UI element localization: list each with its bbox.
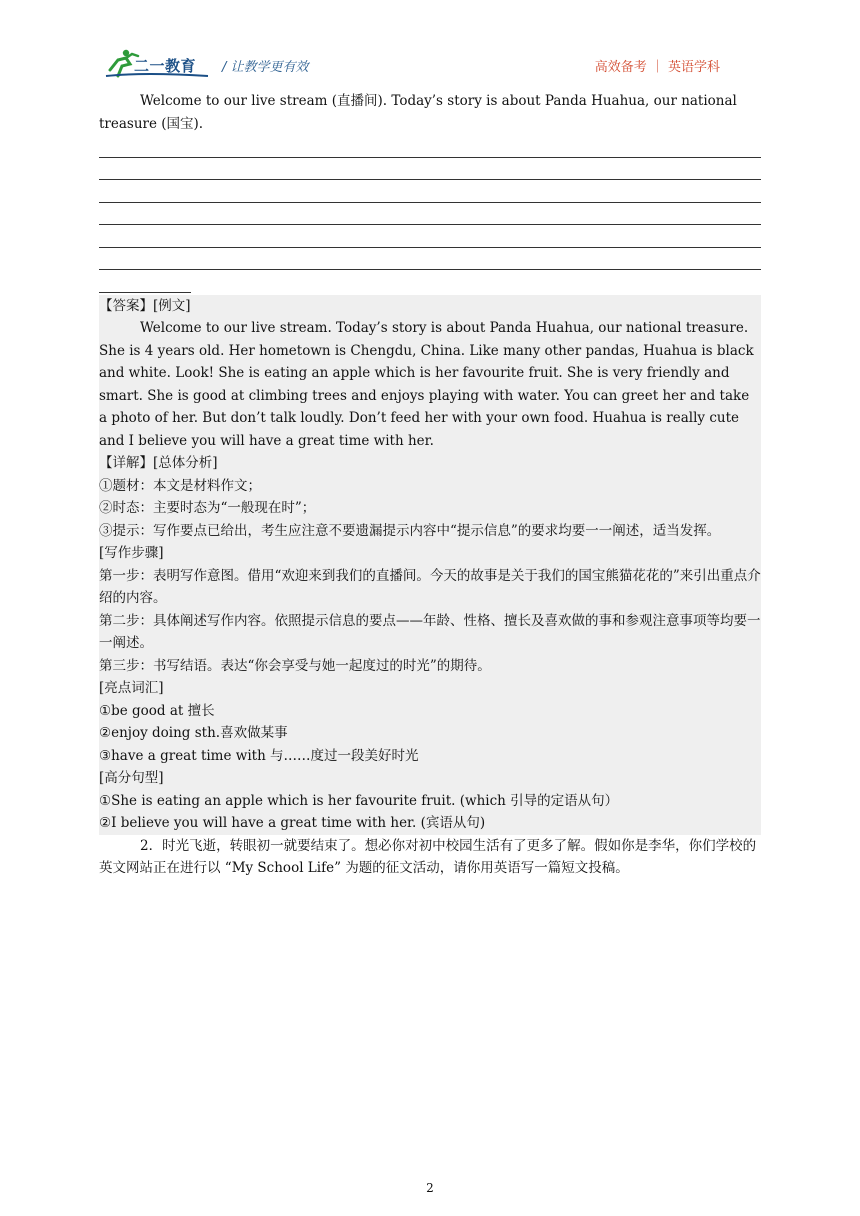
writing-line xyxy=(99,158,761,181)
writing-line xyxy=(99,248,761,271)
answer-label: 【答案】[例文] xyxy=(99,297,191,314)
writing-lines xyxy=(99,135,761,293)
page-number: 2 xyxy=(426,1181,434,1195)
page-content xyxy=(99,90,761,880)
answer-block xyxy=(99,295,761,835)
task-2-prompt: 2．时光飞逝，转眼初一就要结束了。想必你对初中校园生活有了更多了解。假如你是李华，你们学校的英文网站正在进行以 “My School Life” 为题的征文活动，请你用英语写一篇短文投稿。 xyxy=(99,837,757,876)
analysis-line: ②enjoy doing sth.喜欢做某事 xyxy=(99,725,288,741)
writing-line xyxy=(99,225,761,248)
analysis-line: ②I believe you will have a great time with her. (宾语从句) xyxy=(99,815,486,831)
writing-line xyxy=(99,180,761,203)
analysis-line: ③提示：写作要点已给出，考生应注意不要遗漏提示内容中“提示信息”的要求均要一一阐述，适当发挥。 xyxy=(99,522,721,539)
analysis-line: ②时态：主要时态为“一般现在时”； xyxy=(99,500,316,516)
analysis-line: ①be good at 擅长 xyxy=(99,702,215,719)
analysis-line: 【详解】[总体分析] xyxy=(99,455,218,471)
writing-line xyxy=(99,270,191,293)
analysis-line: [写作步骤] xyxy=(99,545,164,561)
page-header xyxy=(104,46,764,82)
analysis-line: 第三步：书写结语。表达“你会享受与她一起度过的时光”的期待。 xyxy=(99,657,491,674)
writing-line xyxy=(99,135,761,158)
brand-name: 二一教育 xyxy=(134,57,197,75)
writing-line xyxy=(99,203,761,226)
analysis-line: 第一步：表明写作意图。借用“欢迎来到我们的直播间。今天的故事是关于我们的国宝熊猫花花的”来引出重点介绍的内容。 xyxy=(99,567,761,606)
analysis-line: 第二步：具体阐述写作内容。依照提示信息的要点——年龄、性格、擅长及喜欢做的事和参观注意事项等均要一一阐述。 xyxy=(99,612,761,651)
header-subject: 高效备考 ｜ 英语学科 xyxy=(594,60,720,75)
analysis-line: ①She is eating an apple which is her favourite fruit. (which 引导的定语从句） xyxy=(99,792,619,809)
header-slogan: / 让教学更有效 xyxy=(222,60,309,75)
prompt-first-line: Welcome to our live stream (直播间). Today’s story is about Panda Huahua, our national treasure (国宝). xyxy=(99,93,737,132)
analysis-line: [高分句型] xyxy=(99,770,164,786)
analysis-line: [亮点词汇] xyxy=(99,680,164,696)
analysis-line: ①题材：本文是材料作文； xyxy=(99,477,261,494)
model-essay: Welcome to our live stream. Today’s story is about Panda Huahua, our national treasure. She is 4 years old. Her hometown is Chengdu, China. Like many other pandas, Huahua is black and white. Look! She is eating an apple which is her favourite fruit. She is very friendly and smart. She is good at climbing trees and enjoys playing with water. You can greet her and take a photo of her. But don’t talk loudly. Don’t feed her with your own food. Huahua is really cute and I believe you will have a great time with her. xyxy=(99,320,754,449)
analysis-line: ③have a great time with 与……度过一段美好时光 xyxy=(99,747,419,764)
